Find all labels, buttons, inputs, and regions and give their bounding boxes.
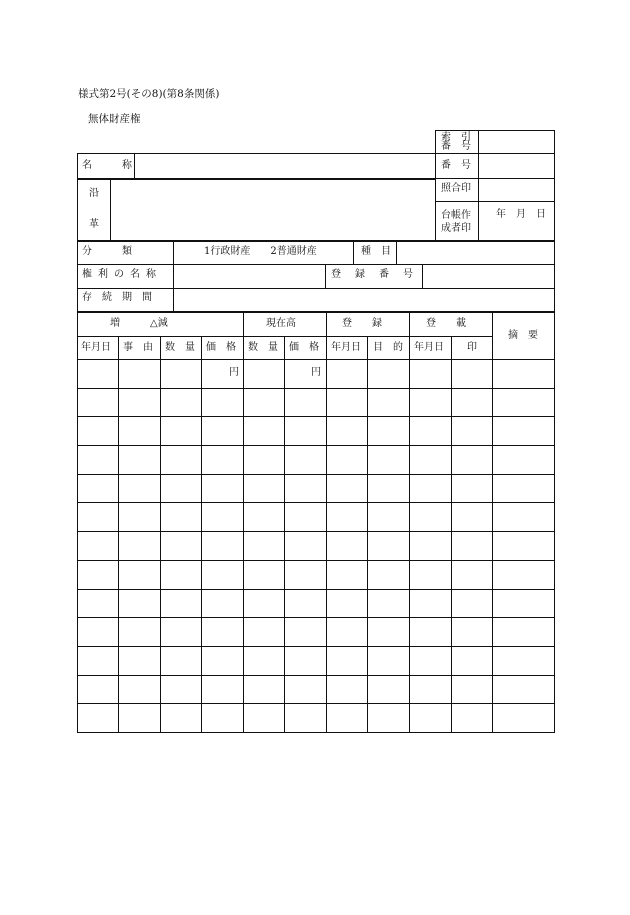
kenri-field[interactable] <box>174 265 325 287</box>
shumoku-label: 種 目 <box>361 246 391 257</box>
ledger-row-line <box>77 646 555 647</box>
bango-field[interactable] <box>479 154 554 177</box>
form-subtitle: 無体財産権 <box>88 113 141 125</box>
ledger-row-line <box>77 732 555 733</box>
ledger-row-line <box>77 474 555 475</box>
col-label: 年月日 <box>81 342 111 353</box>
toroku-bango-label: 登 録 番 号 <box>331 269 415 280</box>
sakuin-label-1: 索 引 <box>441 132 471 143</box>
enkaku-label-2: 革 <box>89 219 99 230</box>
ledger-row-line <box>77 416 555 417</box>
group-genzai: 現在高 <box>266 318 296 329</box>
shogoin-field[interactable] <box>479 179 554 200</box>
form-number-title: 様式第2号(その8)(第8条関係) <box>78 88 220 100</box>
ledger-row-line <box>77 560 555 561</box>
col-label: 価 格 <box>206 342 236 353</box>
col-label: 印 <box>467 342 477 353</box>
toroku-bango-field[interactable] <box>423 265 554 287</box>
ledger-row-line <box>77 531 555 532</box>
yen-unit: 円 <box>311 367 321 378</box>
meisho-field[interactable] <box>135 154 434 177</box>
ledger-row-line <box>77 703 555 704</box>
col-label: 事 由 <box>123 342 153 353</box>
group-tosai: 登 載 <box>426 318 466 329</box>
bunrui-label: 分 類 <box>82 246 132 257</box>
sonzoku-field[interactable] <box>174 289 554 311</box>
col-label: 年月日 <box>331 342 361 353</box>
ledger-row-line <box>77 502 555 503</box>
col-label: 目 的 <box>373 342 403 353</box>
enkaku-field[interactable] <box>111 180 434 240</box>
shumoku-field[interactable] <box>397 242 554 264</box>
ledger-row-line <box>77 675 555 676</box>
tekiyo-label: 摘 要 <box>508 330 538 341</box>
daicho-label-2: 成者印 <box>441 223 471 234</box>
col-label: 年月日 <box>414 342 444 353</box>
col-label: 数 量 <box>165 342 195 353</box>
ledger-row-line <box>77 388 555 389</box>
shogoin-label: 照合印 <box>441 183 471 194</box>
ledger-row-line <box>77 617 555 618</box>
meisho-label: 名 称 <box>82 160 132 171</box>
yen-unit: 円 <box>229 367 239 378</box>
ledger-row-line <box>77 445 555 446</box>
group-toroku: 登 録 <box>342 318 382 329</box>
kenri-label: 権利の名称 <box>82 269 162 280</box>
ledger-row-line <box>77 589 555 590</box>
daicho-label-1: 台帳作 <box>441 210 471 221</box>
col-label: 数 量 <box>248 342 278 353</box>
date-placeholder: 年 月 日 <box>496 209 546 220</box>
enkaku-label-1: 沿 <box>89 188 99 199</box>
col-label: 価 格 <box>289 342 319 353</box>
sonzoku-label: 存続期間 <box>82 292 162 303</box>
sakuin-label-2: 番 号 <box>441 141 471 152</box>
bango-label: 番 号 <box>441 160 471 171</box>
group-zogen: 増 △減 <box>110 318 168 329</box>
bunrui-options: 1行政財産 2普通財産 <box>204 246 317 257</box>
